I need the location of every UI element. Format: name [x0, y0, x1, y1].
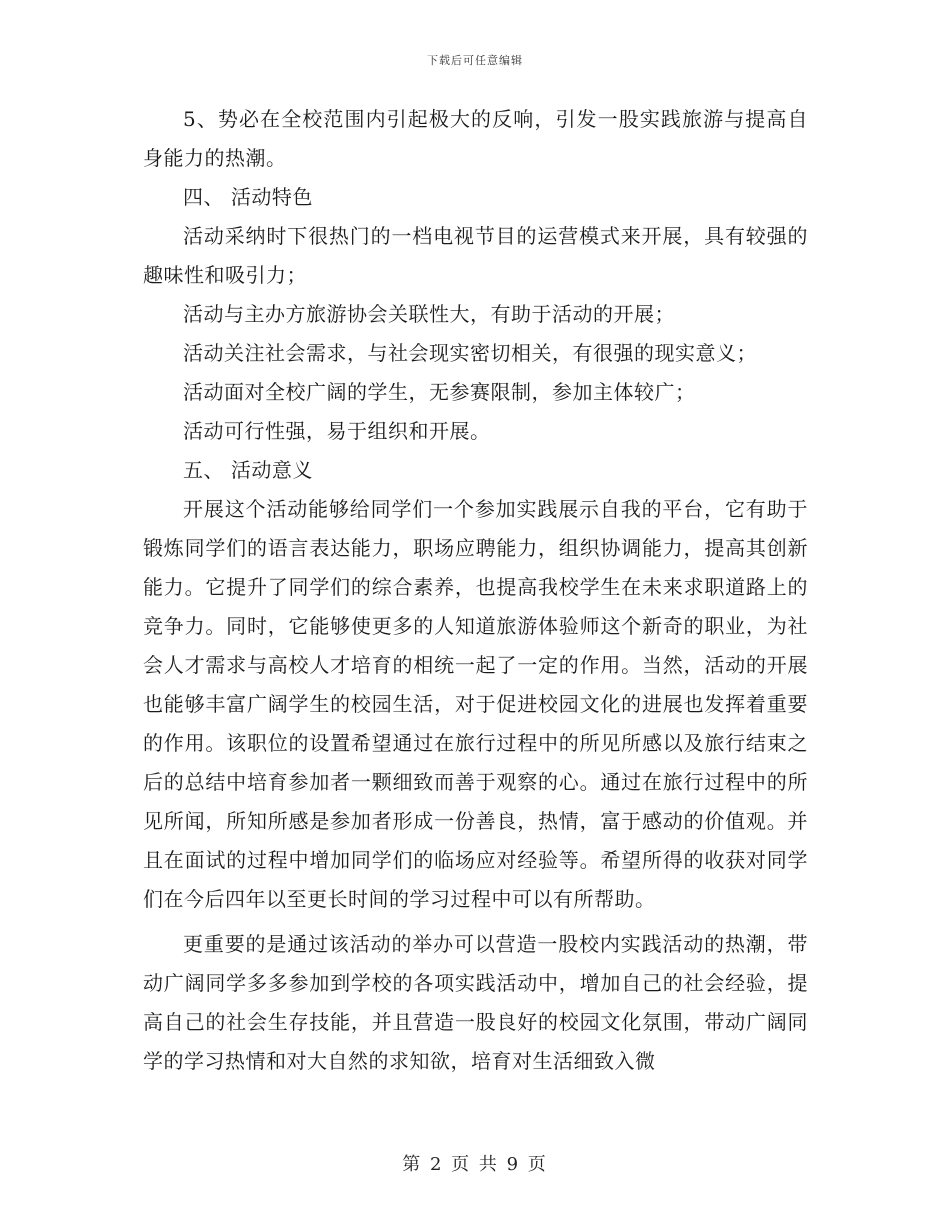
page-header: 下载后可任意编辑	[427, 54, 523, 67]
section-heading-features: 四、 活动特色	[183, 185, 313, 209]
section-heading-significance: 五、 活动意义	[183, 458, 313, 482]
significance-paragraph: 更重要的是通过该活动的举办可以营造一股校内实践活动的热潮，带动广阔同学多多参加到学校的各项实践活动中，增加自己的社会经验，提高自己的社会生存技能，并且营造一股良好的校园文化氛围，带动广阔同学的学习热情和对大自然的求知欲，培育对生活细致入微	[143, 932, 808, 1073]
significance-paragraph: 开展这个活动能够给同学们一个参加实践展示自我的平台，它有助于锻炼同学们的语言表达能力，职场应聘能力，组织协调能力，提高其创新能力。它提升了同学们的综合素养，也提高我校学生在未来求职道路上的竞争力。同时，它能够使更多的人知道旅游体验师这个新奇的职业，为社会人才需求与高校人才培育的相统一起了一定的作用。当然，活动的开展也能够丰富广阔学生的校园生活，对于促进校园文化的进展也发挥着重要的作用。该职位的设置希望通过在旅行过程中的所见所感以及旅行结束之后的总结中培育参加者一颗细致而善于观察的心。通过在旅行过程中的所见所闻，所知所感是参加者形成一份善良，热情，富于感动的价值观。并且在面试的过程中增加同学们的临场应对经验等。希望所得的收获对同学们在今后四年以至更长时间的学习过程中可以有所帮助。	[143, 497, 808, 911]
feature-item: 活动与主办方旅游协会关联性大，有助于活动的开展；	[183, 302, 675, 326]
feature-item: 活动采纳时下很热门的一档电视节目的运营模式来开展，具有较强的趣味性和吸引力；	[143, 224, 808, 287]
feature-item: 活动关注社会需求，与社会现实密切相关，有很强的现实意义；	[183, 341, 757, 365]
page-number: 第 2 页 共 9 页	[402, 1154, 548, 1175]
document-body	[143, 100, 808, 1081]
feature-item: 活动可行性强，易于组织和开展。	[183, 419, 491, 443]
feature-item: 活动面对全校广阔的学生，无参赛限制，参加主体较广；	[183, 380, 696, 404]
paragraph-item-5: 5、势必在全校范围内引起极大的反响，引发一股实践旅游与提高自身能力的热潮。	[143, 107, 808, 170]
